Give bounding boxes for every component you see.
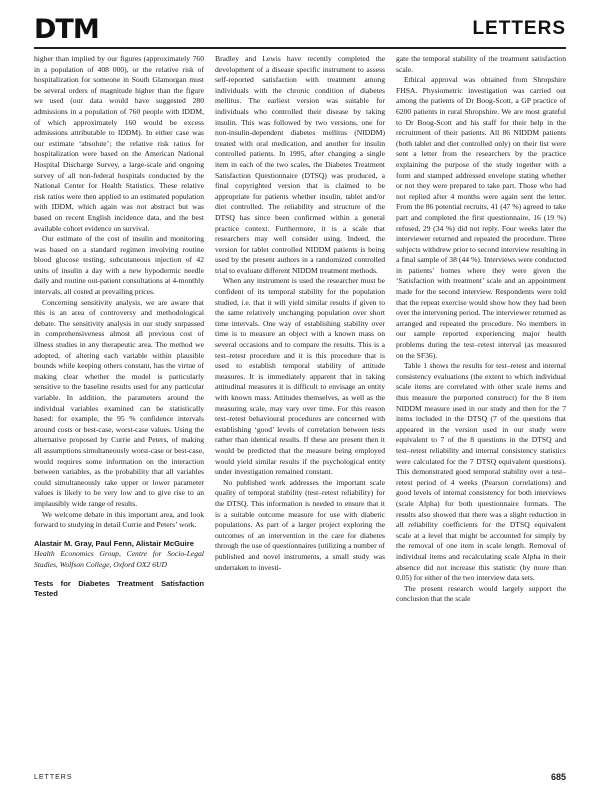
letter-heading: Tests for Diabetes Treatment Satisfaction Tested bbox=[34, 578, 204, 599]
column-2 bbox=[215, 54, 385, 767]
paragraph: Bradley and Lewis have recently completed the development of a disease specific instrument to assess self-reported satisfaction with treatment among individuals with the chronic condition of diabetes mellitus. The earliest version was suitable for individuals who controlled their disease by taking insulin. This was followed by two versions, one for non-insulin-dependent diabetes mellitus (NIDDM) treated with oral medication, and another for insulin controlled patients. In 1995, after changing a single item in each of the two scales, the Diabetes Treatment Satisfaction Questionnaire (DTSQ) was produced, a final copyrighted version that is claimed to be appropriate for patients whether insulin, tablet and/or diet controlled. The reliability and structure of the DTSQ has since been confirmed within a general practice context. Furthermore, it is a scale that researchers may well consider using. Indeed, the version for tablet controlled NIDDM patients is being used by the present authors in a randomized controlled trial to evaluate different NIDDM treatment methods. bbox=[215, 54, 385, 275]
paragraph: gate the temporal stability of the treatment satisfaction scale. bbox=[396, 54, 566, 74]
paragraph: We welcome debate in this important area, and look forward to studying in detail Currie and Peters’ work. bbox=[34, 509, 204, 530]
page-footer bbox=[34, 774, 566, 788]
page-header bbox=[34, 10, 566, 44]
column-1 bbox=[34, 54, 204, 767]
header-rule bbox=[34, 47, 566, 49]
author-affiliation: Health Economics Group, Centre for Socio-Legal Studies, Wolfson College, Oxford OX2 6UD bbox=[34, 549, 204, 569]
section-title: LETTERS bbox=[472, 18, 566, 39]
paragraph: Table 1 shows the results for test–retest and internal consistency evaluations (the extent to which individual scale items are correlated with other scale items and thus measure the purported construct) for the 8 item NIDDM measure used in our study and then for the 7 items included in the DTSQ (7 of the questions that appeared in the version used in our study were equivalent to 7 of the 8 questions in the DTSQ and test–retest reliability and internal consistency statistics were calculated for the 7 DTSQ equivalent questions). This demonstrated good temporal stability over a test–retest period of 4 weeks (Pearson correlations) and good levels of internal consistency for both interviews (scale Alpha) for both questionnaire formats. The results also showed that there was a slight reduction in all reliability coefficients for the DTSQ equivalent scale at a level that might be accounted for simply by the removal of one item in scale length. Removal of individual items and recalculating scale Alpha in their absence did not increase this statistic (by more than 0.05) for either of the two interview data sets. bbox=[396, 361, 566, 583]
journal-logo: DTM bbox=[34, 14, 99, 45]
footer-section-label: LETTERS bbox=[34, 774, 73, 781]
page-number: 685 bbox=[550, 772, 566, 782]
article-body bbox=[34, 54, 566, 767]
paragraph: The present research would largely support the conclusion that the scale bbox=[396, 583, 566, 604]
paragraph: Ethical approval was obtained from Shropshire FHSA. Physiometric investigation was carried out among the patients of Dr Boog-Scott, a GP practice of 6200 patients in rural Shropshire. We are most grateful to Dr Boog-Scott and his staff for their help in the recruitment of their patients. All 86 NIDDM patients (both tablet and diet controlled only) on their list were sent a letter from the researchers by the practice explaining the purpose of the study together with a form and stamped addressed envelope stating whether or not they were prepared to take part. Those who had not replied after 4 months were again sent the letter. From the 86 potential recruits, 41 (47 %) agreed to take part and completed the first questionnaire, 16 (19 %) refused, 29 (34 %) did not reply. Four weeks later the interviewer returned and repeated the procedure. Three subjects withdrew prior to second interview resulting in a final sample of 38 (44 %). Interviews were conducted in patients’ homes where they were given the ‘Satisfaction with treatment’ scale and an appointment made for the second interview. Respondents were told that the repeat exercise would show how they had been over the intervening period. The interviewer returned as arranged and repeated the procedure. No members in our sample reported experiencing major health problems during the test–retest interval (as measured on the SF36). bbox=[396, 75, 566, 360]
paragraph: No published work addresses the important scale quality of temporal stability (test–retest reliability) for the DTSQ. This information is needed to ensure that it is a suitable outcome measure for use with diabetic populations. As part of a larger project exploring the outcomes of an intervention in the care for diabetes through the use of questionnaires (utilizing a number of published and novel instruments, a small study was undertaken to investi- bbox=[215, 477, 385, 572]
paragraph: higher than implied by our figures (approximately 760 in a population of 408 000), or the relative risk of hospitalization for someone in South Glamorgan must be several orders of magnitude higher than the figure we used (our data would have suggested 280 admissions in a population of 760 people with IDDM, of which approximately 160 would be excess admissions attributable to IDDM). In either case was our estimate ‘absolute’; the relative risk ratios for hospitalization were based on the American National Hospital Discharge Survey, a large-scale and ongoing survey of all non-federal hospitals conducted by the National Center for Health Statistics. These relative risk ratios were then applied to an estimated population with IDDM, which again was not abstract but was based on recent English incidence data, and the best available cohort evidence on survival. bbox=[34, 54, 204, 233]
paragraph: When any instrument is used the researcher must be confident of its temporal stability for the population studied, i.e. that it will yield similar results if given to the same relatively unchanging population over short time intervals. One way of establishing stability over time is to measure an object with a known mass on several occasions and to compare the results. This is a test–retest procedure and it is this procedure that is used to establish temporal stability of attitude measures. It is immediately apparent that in taking attitudinal measures it is difficult to envisage an entity with known mass. Attitudes themselves, as well as the measuring scale, may vary over time. For this reason test–retest behavioural procedures are concerned with establishing ‘good’ levels of correlation between tests rather than identical results. If these are present then it would be predicted that the measure being employed would yield similar results if the psychological entity under investigation remained constant. bbox=[215, 276, 385, 477]
paragraph: Our estimate of the cost of insulin and monitoring was based on a standard regimen involving routine blood glucose testing, subcutaneous injection of 42 units of insulin a day with a new hypodermic needle daily and routine out-patient consultations at 4-monthly intervals, all costed at prevailing prices. bbox=[34, 234, 204, 297]
author-names: Alastair M. Gray, Paul Fenn, Alistair McGuire bbox=[34, 538, 194, 548]
column-3 bbox=[396, 54, 566, 767]
paragraph: Concerning sensitivity analysis, we are aware that this is an area of controversy and methodological debate. The sensitivity analysis in our study surpassed in comprehensiveness almost all previous cost of illness studies in any therapeutic area. The method we adopted, of altering each variable within plausible bounds while keeping others constant, has the virtue of making clear whether the model is particularly sensitive to the baseline results used for any particular variable. In addition, the parameters around the individual variables examined can be statistically based: for example, the 95 % confidence intervals around costs or best-case, worst-case values. Using the alternative proposed by Currie and Peters, of making all assumptions simultaneously worst-case or best-case, would requires some information on the interaction between variables, as the probability that all variables could simultaneously take upper or lower parameter values is likely to be very low and to give rise to an implausibly wide range of results. bbox=[34, 297, 204, 508]
